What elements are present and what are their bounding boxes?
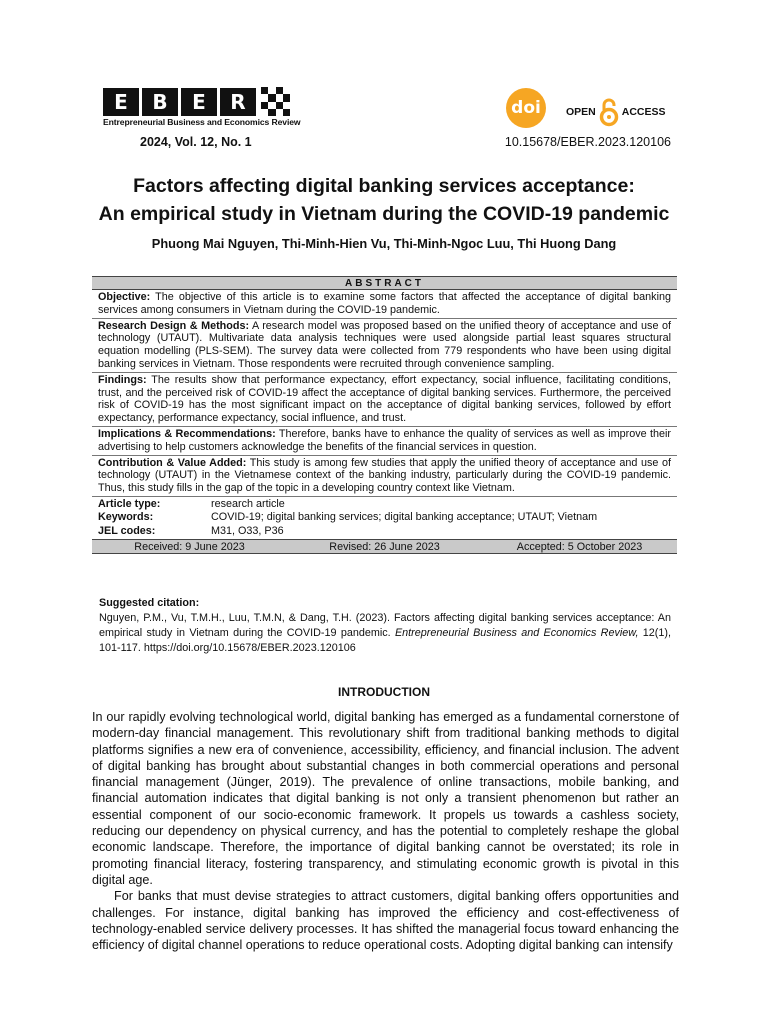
section-label: Contribution & Value Added:: [98, 456, 247, 469]
section-label: Findings:: [98, 373, 147, 386]
section-text: This study is among few studies that apply the unified theory of acceptance and use of technology (UTAUT) in the Vietnamese context of the banking industry, particularly during the COVID-19 pandemic. Thus, this study fills in the gap of the topic in a developing country context like Vietnam.: [98, 456, 671, 495]
abstract-table: [92, 276, 677, 554]
article-title: [0, 172, 768, 228]
logo-letter: E: [103, 88, 139, 116]
accepted-date: Accepted: 5 October 2023: [516, 541, 643, 554]
section-text: Therefore, banks have to enhance the quality of services as well as improve their advertising to help customers acknowledge the benefits of the financial services in question.: [98, 427, 671, 453]
logo-letter: E: [181, 88, 217, 116]
abstract-objective: [92, 290, 677, 319]
abstract-methods: [92, 319, 677, 373]
section-text: The results show that performance expectancy, effort expectancy, social influence, facilitating conditions, trust, and the perceived risk of COVID-19 affect the acceptance of digital banking services. Furthermore, the perceived risk of COVID-19 has the most significant impact on the acceptance of digital banking services, followed by effort expectancy, performance expectancy, social influence, and trust.: [98, 373, 671, 425]
logo-subtitle: Entrepreneurial Business and Economics Review: [103, 117, 301, 127]
logo-letter: R: [220, 88, 256, 116]
checker-pattern-icon: [261, 87, 290, 116]
open-access-left: OPEN: [566, 106, 596, 118]
open-access-right: ACCESS: [621, 106, 666, 118]
title-line-1: Factors affecting digital banking services acceptance:: [133, 175, 635, 197]
meta-label: Keywords:: [98, 511, 154, 524]
meta-row: [98, 525, 671, 539]
meta-value: M31, O33, P36: [211, 524, 284, 537]
revised-date: Revised: 26 June 2023: [329, 541, 440, 554]
open-lock-icon: [599, 97, 619, 127]
citation-text: [99, 611, 671, 656]
doi-badge-label: doi: [511, 98, 541, 118]
section-text: The objective of this article is to examine some factors that affected the acceptance of digital banking services among consumers in Vietnam during the COVID-19 pandemic.: [98, 291, 671, 316]
logo-letter: B: [142, 88, 178, 116]
meta-label: JEL codes:: [98, 524, 156, 537]
section-label: Objective:: [98, 291, 151, 303]
abstract-findings: [92, 373, 677, 427]
section-heading: INTRODUCTION: [338, 685, 430, 699]
citation-journal: Entrepreneurial Business and Economics Review,: [394, 627, 639, 639]
article-meta: [92, 497, 677, 539]
section-label: Research Design & Methods:: [98, 319, 250, 332]
meta-row: [98, 511, 671, 525]
meta-row: [98, 498, 671, 512]
abstract-heading: ABSTRACT: [92, 276, 677, 290]
body-text: [92, 709, 679, 953]
citation-label: Suggested citation:: [99, 597, 200, 609]
paragraph: For banks that must devise strategies to attract customers, digital banking offers opportunities and challenges. For instance, digital banking has improved the efficiency and cost-effectiveness of technology-enabled service delivery processes. It has shifted the managerial focus toward enhancing the efficiency of digital channel operations to reduce operational costs. Adopting digital banking can intensify: [92, 889, 679, 953]
section-label: Implications & Recommendations:: [98, 427, 276, 440]
open-access-badge: [566, 97, 666, 127]
citation-authors: Nguyen, P.M., Vu, T.M.H., Luu, T.M.N, & Dang, T.H. (2023). Factors affecting digital banking services acceptance: An empirical study in Vietnam during the COVID-19 pandemic.: [99, 612, 671, 639]
doi-link[interactable]: 10.15678/EBER.2023.120106: [504, 135, 671, 149]
title-line-2: An empirical study in Vietnam during the COVID-19 pandemic: [98, 203, 670, 225]
citation-tail[interactable]: 12(1), 101-117. https://doi.org/10.15678/EBER.2023.120106: [99, 627, 671, 654]
meta-label: Article type:: [98, 497, 161, 510]
volume-info: 2024, Vol. 12, No. 1: [140, 135, 252, 149]
abstract-implications: [92, 427, 677, 456]
dates-row: [92, 539, 677, 554]
suggested-citation: [99, 596, 671, 656]
abstract-contribution: [92, 456, 677, 497]
doi-badge-icon: [506, 88, 546, 128]
section-text: A research model was proposed based on the unified theory of acceptance and use of technology (UTAUT). Multivariate data analysis techniques were used alongside partial least squares structural equation modelling (PLS-SEM). The survey data were collected from 779 respondents who have been using digital banking services in Vietnam. Those respondents were recruited through convenience sampling.: [98, 319, 672, 370]
paragraph: In our rapidly evolving technological world, digital banking has emerged as a fundamental cornerstone of modern-day financial management. This revolutionary shift from traditional banking methods to digital platforms signifies a new era of convenience, accessibility, efficiency, and financial inclusion. The advent of digital banking has brought about substantial changes in both commercial operations and personal financial management (Jünger, 2019). The prevalence of online transactions, mobile banking, and financial automation indicates that digital banking is not only a transient phenomenon but rather an essential component of our socio-economic framework. It propels us towards a cashless society, reducing our dependency on physical currency, and has the potential to completely reshape the global economic landscape. Therefore, the importance of digital banking cannot be overstated; its role in promoting financial literacy, fostering transparency, and stimulating economic growth is pivotal in this digital age.: [92, 710, 679, 887]
journal-logo: [103, 87, 303, 129]
authors: Phuong Mai Nguyen, Thi-Minh-Hien Vu, Thi-Minh-Ngoc Luu, Thi Huong Dang: [151, 236, 617, 251]
received-date: Received: 9 June 2023: [134, 541, 245, 554]
meta-value: research article: [211, 497, 285, 510]
meta-value: COVID-19; digital banking services; digital banking acceptance; UTAUT; Vietnam: [211, 511, 598, 524]
